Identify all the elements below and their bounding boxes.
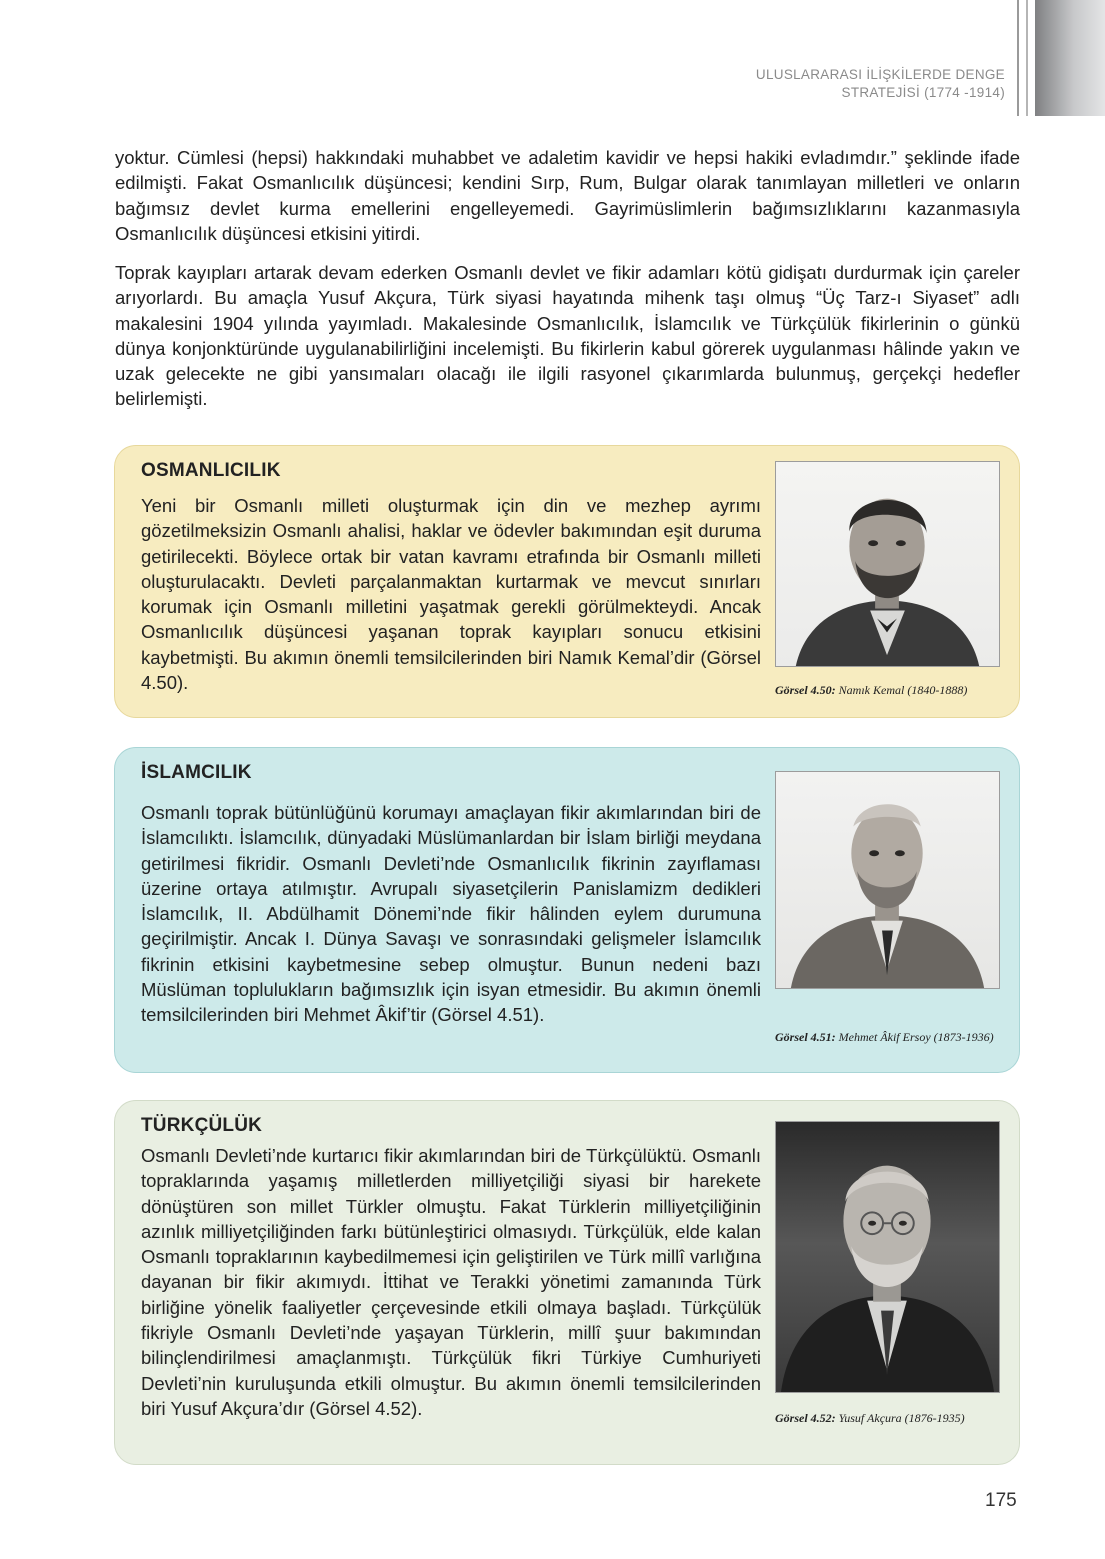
body-paragraph-1 [115, 145, 1020, 246]
box-title: OSMANLICILIK [141, 460, 281, 481]
box-text: Osmanlı Devleti’nde kurtarıcı fikir akımlarından biri de Türkçülüktü. Osmanlı topraklarında yaşamış milletlerden milliyetçiliği siyasi bir harekete dönüştüren son millet Türkler olmuştu. Fakat Türklerin milliyetçiliğinin azınlık milliyetçiliğinden farkı bütünleştirici olmasıydı. Türkçülük, elde kalan Osmanlı topraklarının kaybedilmemesi için geliştirilen ve Türk millî varlığına dayanan bir fikir akımıydı. İttihat ve Terakki yönetimi zamanında Türk birliğine yönelik faaliyetler çerçevesinde etkili olmaya başladı. Türkçülük fikriyle Osmanlı Devleti’nde yaşayan Türklerin, millî şuur bakımından bilinçlendirilmesi amaçlanmıştı. Türkçülük fikri Türkiye Cumhuriyeti Devleti’nin kuruluşunda etkili olmuştur. Bu akımın önemli temsilcilerinden biri Yusuf Akçura’dır (Görsel 4.52). [141, 1145, 761, 1419]
running-header-line1: ULUSLARARASI İLİŞKİLERDE DENGE [755, 67, 1005, 82]
corner-tab [1035, 0, 1105, 116]
portrait-illustration [776, 462, 999, 666]
caption-text: Yusuf Akçura (1876-1935) [835, 1411, 965, 1425]
box-title: İSLAMCILIK [141, 762, 252, 783]
box-text: Yeni bir Osmanlı milleti oluşturmak için din ve mezhep ayrımı gözetilmeksizin Osmanlı ahalisi, haklar ve ödevler bakımından eşit duruma getirilecekti. Böylece ortak bir vatan kavramı etrafında bir Osmanlı milleti oluşturulacaktı. Devleti parçalanmaktan kurtarmak ve mevcut sınırları korumak için Osmanlı milletini yaşatmak gerekli görülmekteydi. Ancak Osmanlıcılık düşüncesi yaşanan toprak kayıpları sonucu etkisini kaybetmişti. Bu akımın önemli temsilcilerinden biri Namık Kemal’dir (Görsel 4.50). [141, 495, 761, 694]
box-text: Osmanlı toprak bütünlüğünü korumayı amaçlayan fikir akımlarından biri de İslamcılıktı. İslamcılık, dünyadaki Müslümanlardan bir İslam birliği meydana getirilmesi fikridir. Osmanlı Devleti’nde Osmanlıcılık fikrinin zayıflaması üzerine ortaya atılmıştır. Avrupalı siyasetçilerin Panislamizm dedikleri İslamcılık, II. Abdülhamit Dönemi’nde fikir hâlinden eylem durumuna geçirilmiştir. Ancak I. Dünya Savaşı ve sonrasındaki gelişmeler İslamcılık fikrinin etkisini kaybetmesine sebep olmuştur. Bunun nedeni bazı Müslüman toplulukların bağımsızlık için isyan etmesidir. Bu akımın önemli temsilcilerinden biri Mehmet Âkif’tir (Görsel 4.51). [141, 802, 761, 1026]
portrait-illustration [776, 1122, 999, 1392]
portrait-illustration [776, 772, 999, 988]
box-title: TÜRKÇÜLÜK [141, 1115, 263, 1136]
header-rule-secondary [1026, 0, 1028, 116]
figure-caption [775, 682, 1020, 698]
islamcilik-box [114, 747, 1020, 1073]
caption-label: Görsel 4.50: [775, 683, 836, 697]
portrait-photo-yusuf-akcura [775, 1121, 1000, 1393]
paragraph-text: yoktur. Cümlesi (hepsi) hakkındaki muhabbet ve adaletim kavidir ve hepsi hakiki evladımdır.” şeklinde ifade edilmişti. Fakat Osmanlıcılık düşüncesi; kendini Sırp, Rum, Bulgar olarak tanımlayan milletleri ve onların bağımsız devlet kurma emellerini engelleyemedi. Gayrimüslimlerin bağımsızlıklarını kazanmasıyla Osmanlıcılık düşüncesi etkisini yitirdi. [115, 147, 1020, 244]
caption-label: Görsel 4.51: [775, 1030, 836, 1044]
caption-text: Mehmet Âkif Ersoy (1873-1936) [835, 1030, 994, 1044]
caption-label: Görsel 4.52: [775, 1411, 836, 1425]
portrait-photo-mehmet-akif [775, 771, 1000, 989]
portrait-photo-namik-kemal [775, 461, 1000, 667]
caption-text: Namık Kemal (1840-1888) [835, 683, 968, 697]
page-number: 175 [985, 1490, 1017, 1511]
osmanlicilik-box [114, 445, 1020, 718]
paragraph-text: Toprak kayıpları artarak devam ederken Osmanlı devlet ve fikir adamları kötü gidişatı durdurmak için çareler arıyorlardı. Bu amaçla Yusuf Akçura, Türk siyasi hayatında mihenk taşı olmuş “Üç Tarz-ı Siyaset” adlı makalesini 1904 yılında yayımladı. Makalesinde Osmanlıcılık, İslamcılık ve Türkçülük fikirlerinin o günkü dünya konjonktüründe uygulanabilirliğini incelemişti. Bu fikirlerin kabul görerek uygulanması hâlinde yakın ve uzak gelecekte ne gibi yansımaları olacağı ile ilgili rasyonel çıkarımlarda bulunmuş, gerçekçi hedefler belirlemişti. [115, 262, 1020, 410]
figure-caption [775, 1029, 1020, 1045]
running-header [585, 66, 1005, 102]
body-paragraph-2 [115, 260, 1020, 412]
running-header-line2: STRATEJİSİ (1774 -1914) [841, 85, 1005, 100]
figure-caption [775, 1410, 1020, 1426]
turkculuk-box [114, 1100, 1020, 1465]
header-rule [1017, 0, 1019, 116]
